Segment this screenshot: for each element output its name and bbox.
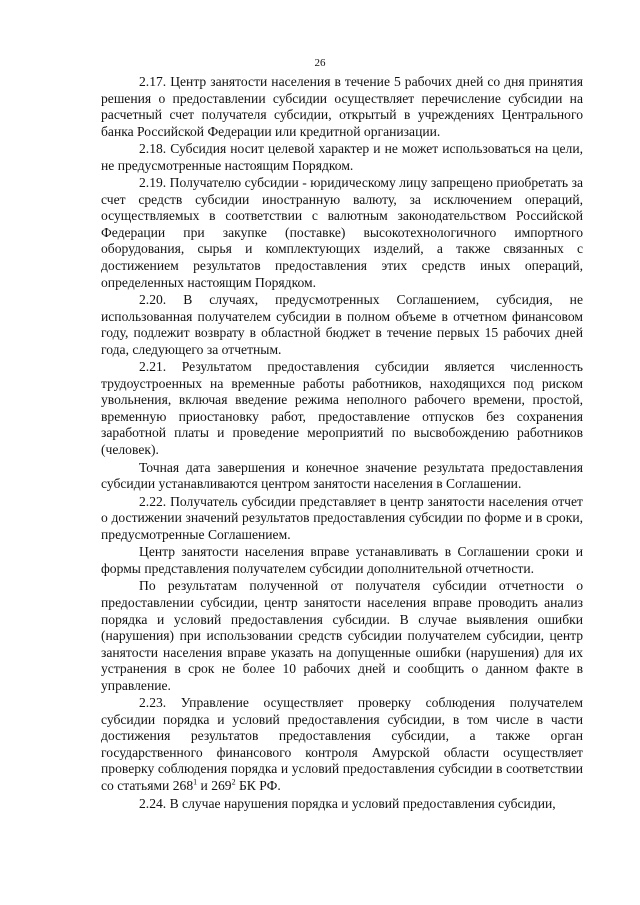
superscript-2: 2	[231, 777, 236, 787]
paragraph-2-22-additional-reporting: Центр занятости населения вправе устанавливать в Соглашении сроки и формы представления получателем субсидии дополнительной отчетности.	[101, 544, 583, 576]
paragraph-2-17: 2.17. Центр занятости населения в течение 5 рабочих дней со дня принятия решения о предоставлении субсидии осуществляет перечисление субсидии на расчетный счет получателя субсидии, открытый в учреждениях Центрального банка Российской Федерации или кредитной организации.	[101, 74, 583, 139]
paragraph-2-23	[101, 695, 583, 794]
paragraph-2-22: 2.22. Получатель субсидии представляет в центр занятости населения отчет о достижении значений результатов предоставления субсидии по форме и в сроки, предусмотренные Соглашением.	[101, 493, 583, 542]
page-number: 26	[314, 57, 326, 69]
paragraph-2-23-text-mid: и 269	[197, 777, 232, 793]
paragraph-2-23-text-before: 2.23. Управление осуществляет проверку соблюдения получателем субсидии порядка и условий предоставления субсидии, в том числе в части достижения результатов предоставления субсидии, а также орган государственного финансового контроля Амурской области осуществляет проверку соблюдения порядка и условий предоставления субсидии в соответствии со статьями 268	[101, 695, 583, 793]
paragraph-2-23-text-after: БК РФ.	[235, 777, 281, 793]
paragraph-2-22-analysis: По результатам полученной от получателя субсидии отчетности о предоставлении субсидии, центр занятости населения вправе проводить анализ порядка и условий предоставления субсидии. В случае выявления ошибки (нарушения) при использовании средств субсидии получателем субсидии, центр занятости населения вправе указать на допущенные ошибки (нарушения) для их устранения в срок не более 10 рабочих дней и сообщить о данном факте в управление.	[101, 578, 583, 693]
superscript-1: 1	[193, 777, 198, 787]
paragraph-2-18: 2.18. Субсидия носит целевой характер и не может использоваться на цели, не предусмотренные настоящим Порядком.	[101, 141, 583, 173]
paragraph-2-20: 2.20. В случаях, предусмотренных Соглашением, субсидия, не использованная получателем субсидии в полном объеме в отчетном финансовом году, подлежит возврату в областной бюджет в течение первых 15 рабочих дней года, следующего за отчетным.	[101, 292, 583, 357]
paragraph-2-19: 2.19. Получателю субсидии - юридическому лицу запрещено приобретать за счет средств субсидии иностранную валюту, за исключением операций, осуществляемых в соответствии с валютным законодательством Российской Федерации при закупке (поставке) высокотехнологичного импортного оборудования, сырья и комплектующих изделий, а также связанных с достижением результатов предоставления этих средств иных операций, определенных настоящим Порядком.	[101, 175, 583, 290]
paragraph-2-24: 2.24. В случае нарушения порядка и условий предоставления субсидии,	[139, 795, 556, 811]
document-body	[101, 74, 583, 813]
paragraph-2-21: 2.21. Результатом предоставления субсидии является численность трудоустроенных на временные работы работников, находящихся под риском увольнения, включая введение режима неполного рабочего времени, простой, временную приостановку работ, предоставление отпусков без сохранения заработной платы и проведение мероприятий по высвобождению работников (человек).	[101, 359, 583, 458]
paragraph-2-21-result-date: Точная дата завершения и конечное значение результата предоставления субсидии устанавливаются центром занятости населения в Соглашении.	[101, 459, 583, 492]
